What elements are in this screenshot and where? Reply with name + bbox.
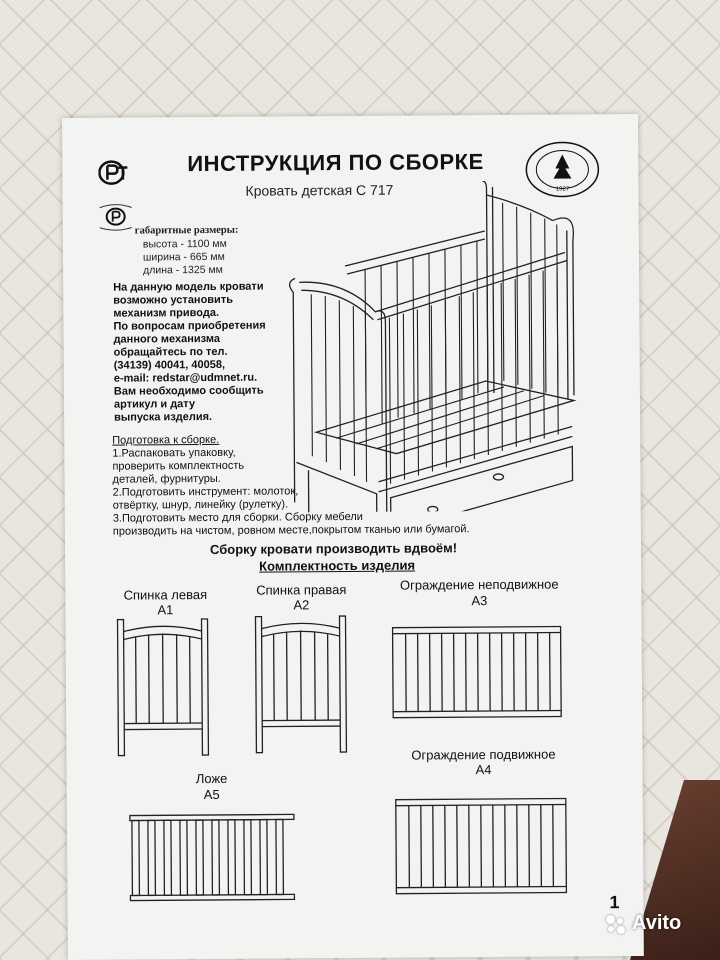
prep-line: деталей, фурнитуры. xyxy=(112,472,221,486)
info-line: По вопросам приобретения xyxy=(113,319,266,333)
avito-logo-icon xyxy=(604,913,628,935)
info-line: механизм привода. xyxy=(113,306,220,320)
page-number: 1 xyxy=(609,892,620,913)
prep-line: 3.Подготовить место для сборки. Сборку мебели xyxy=(112,510,363,525)
dimension-length: длина - 1325 мм xyxy=(143,263,223,277)
info-line: выпуска изделия. xyxy=(114,410,213,424)
info-line: (34139) 40041, 40058, xyxy=(113,358,226,372)
info-line: возможно установить xyxy=(113,293,234,307)
headboard-left-drawing xyxy=(115,617,212,758)
instruction-sheet xyxy=(62,114,644,960)
part-a5-code: А5 xyxy=(203,786,220,803)
document-title: ИНСТРУКЦИЯ ПО СБОРКЕ xyxy=(187,149,484,177)
part-a3-name: Ограждение неподвижное xyxy=(399,576,559,593)
dimensions-heading: габаритные размеры: xyxy=(134,224,239,237)
voluntary-certification-icon xyxy=(96,199,136,233)
drive-mechanism-info xyxy=(113,280,304,424)
part-a4-name: Ограждение подвижное xyxy=(411,746,556,763)
info-line: данного механизма xyxy=(113,332,220,346)
part-a1-name: Спинка левая xyxy=(123,586,208,603)
document-subtitle: Кровать детская С 717 xyxy=(245,181,394,199)
avito-watermark-text: Avito xyxy=(632,912,682,934)
prep-line: производить на чистом, ровном месте,покрытом тканью или бумагой. xyxy=(112,523,470,538)
headboard-right-drawing xyxy=(253,614,350,755)
info-line: обращайтесь по тел. xyxy=(113,345,228,359)
rst-certification-icon xyxy=(98,160,128,186)
info-line: артикул и дату xyxy=(113,398,196,411)
info-line: Вам необходимо сообщить xyxy=(113,384,264,398)
part-a2-name: Спинка правая xyxy=(256,582,347,598)
fixed-rail-drawing xyxy=(392,625,563,722)
prep-line: отвёртку, шнур, линейку (рулетку). xyxy=(112,498,289,512)
assembly-warning: Сборку кровати производить вдвоём! xyxy=(209,540,458,557)
part-a1-code: А1 xyxy=(157,602,174,618)
prep-line: 2.Подготовить инструмент: молоток, xyxy=(112,485,299,499)
info-line: e-mail: redstar@udmnet.ru. xyxy=(113,371,258,385)
part-a5-name: Ложе xyxy=(195,770,228,787)
part-a3-code: А3 xyxy=(471,593,488,609)
preparation-section xyxy=(112,432,469,538)
prep-line: 1.Распаковать упаковку, xyxy=(112,446,236,460)
svg-text:1927: 1927 xyxy=(555,186,570,193)
preparation-heading: Подготовка к сборке. xyxy=(112,433,220,447)
dimension-width: ширина - 665 мм xyxy=(142,250,225,264)
kit-heading: Комплектность изделия xyxy=(259,557,416,574)
prep-line: проверить комплектность xyxy=(112,459,245,473)
bed-base-drawing xyxy=(129,812,296,903)
info-line: На данную модель кровати xyxy=(113,280,264,294)
avito-watermark xyxy=(604,912,681,935)
part-a2-code: А2 xyxy=(293,597,310,613)
part-a4-code: А4 xyxy=(475,762,492,778)
movable-rail-drawing xyxy=(395,796,568,897)
dimension-height: высота - 1100 мм xyxy=(142,237,227,251)
